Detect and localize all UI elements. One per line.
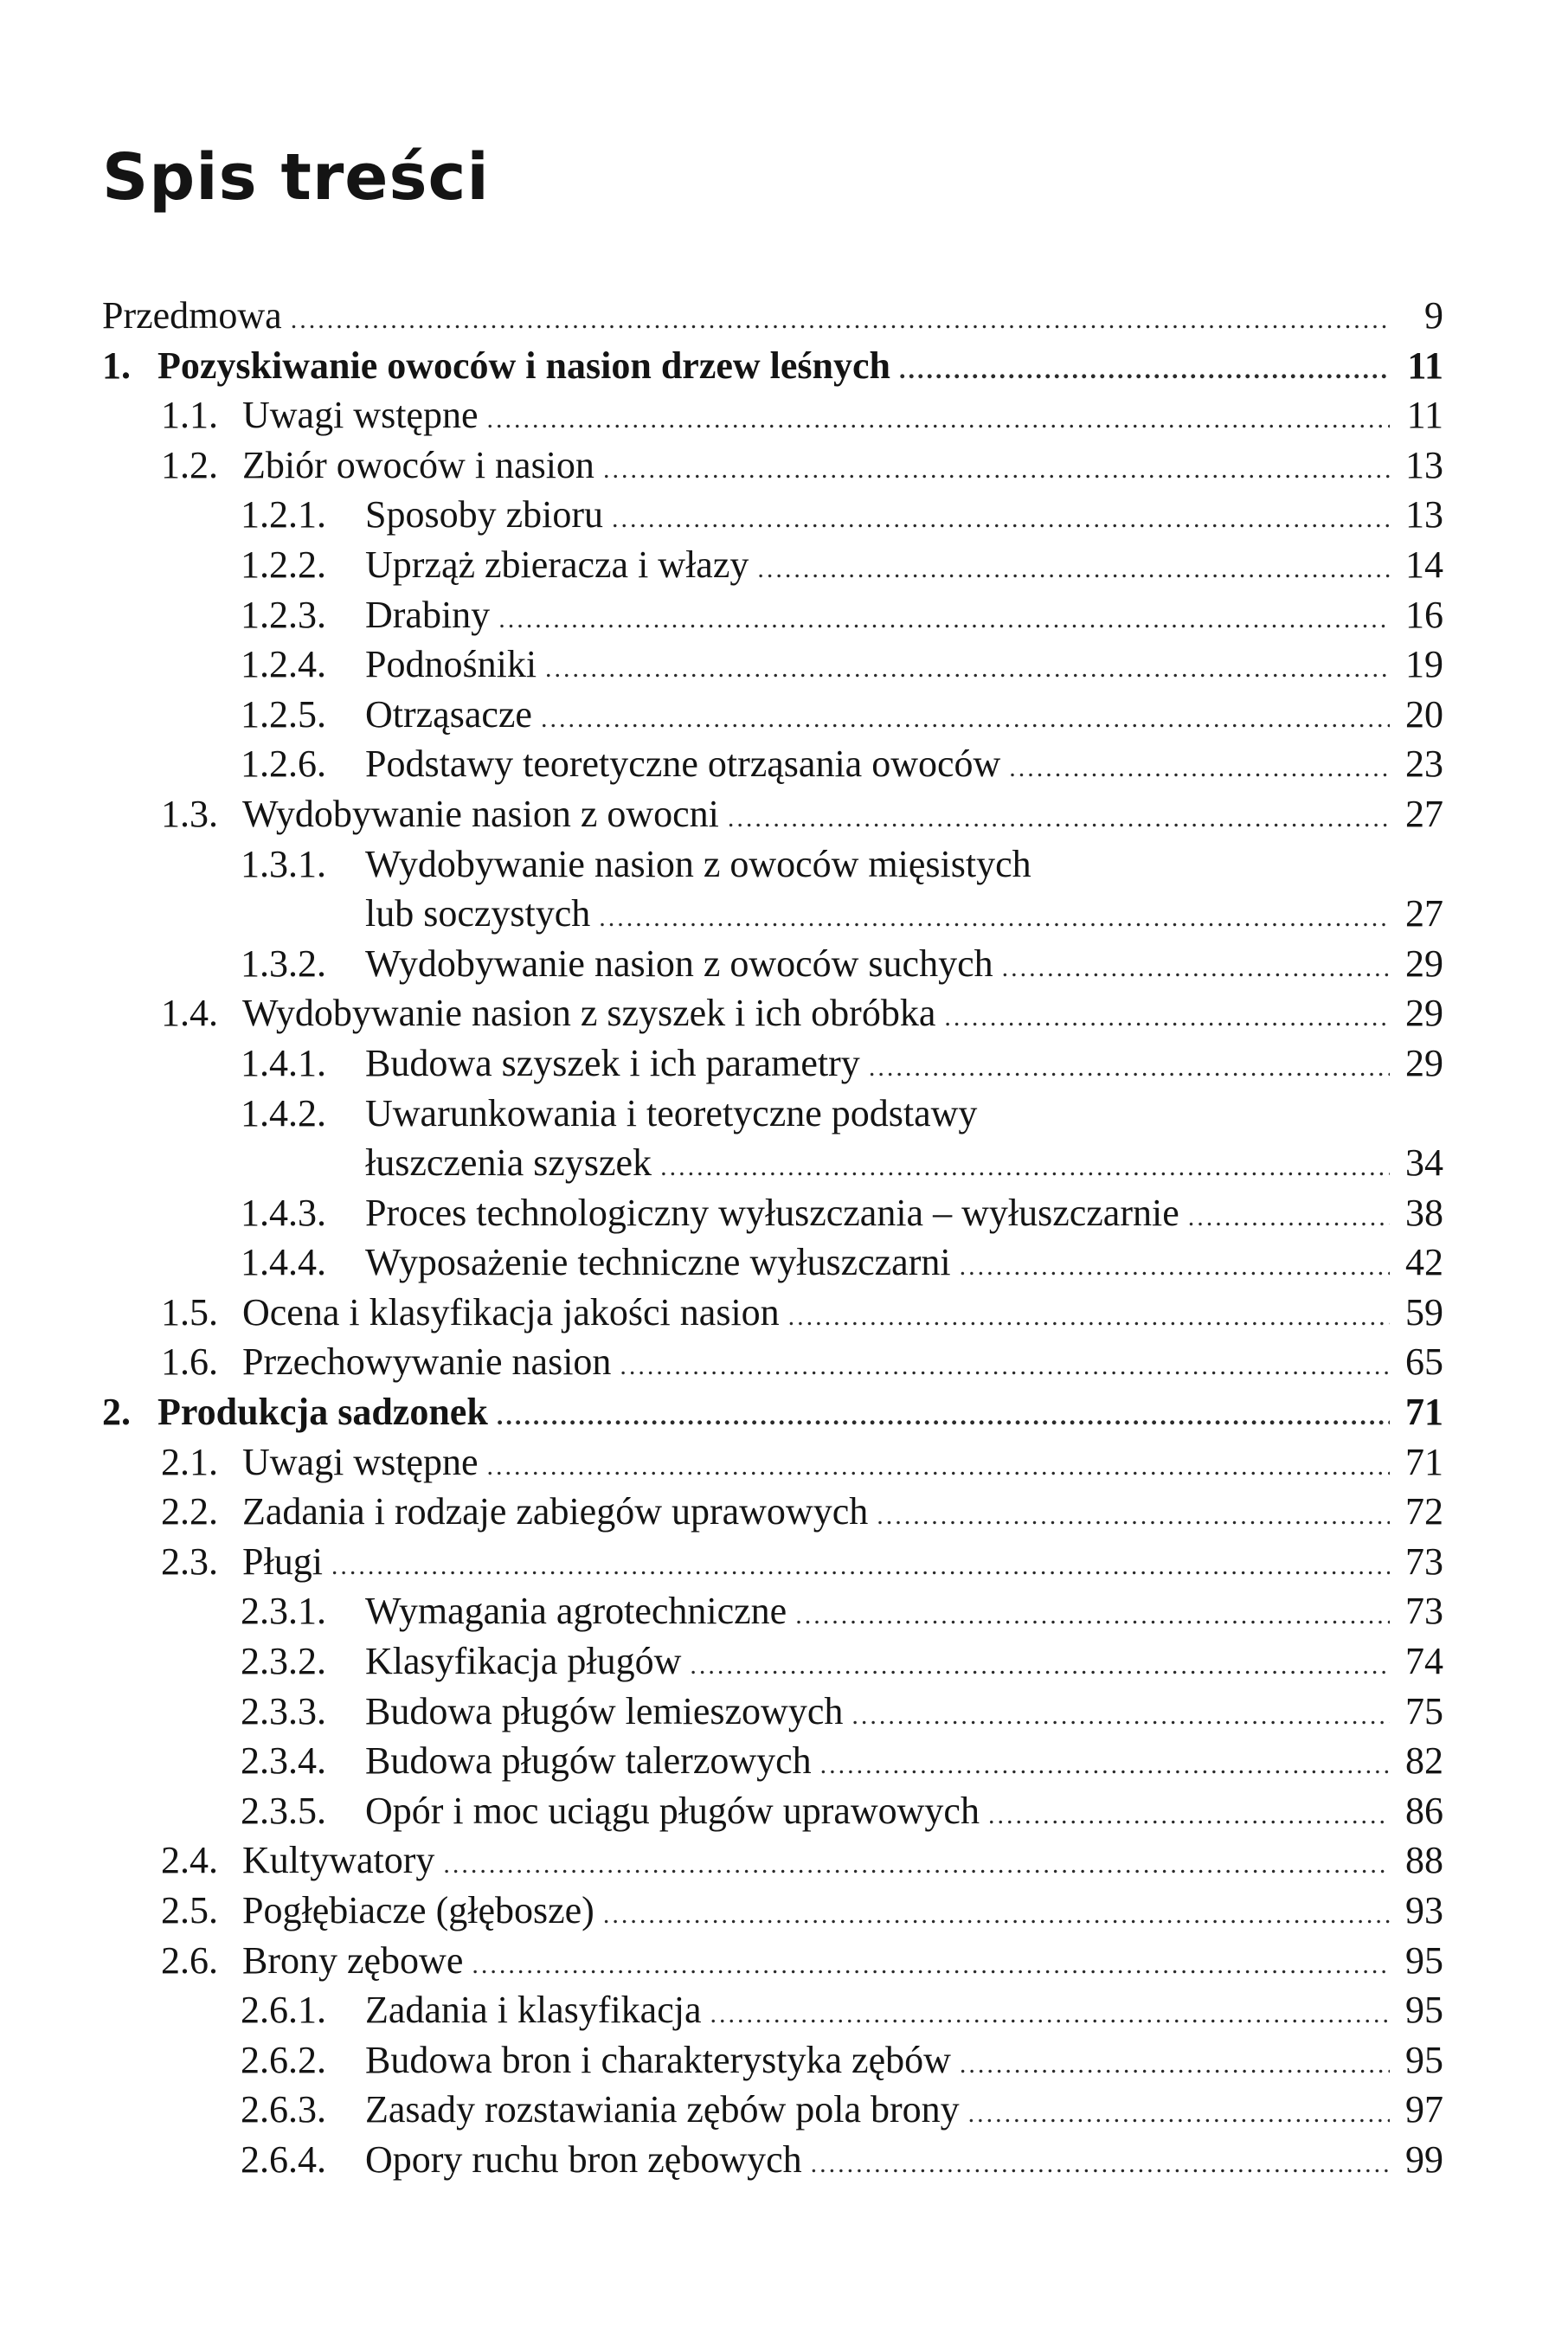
toc-page-number: 73 [1405,1539,1443,1583]
toc-page-number: 34 [1405,1141,1443,1185]
toc-subsection-title: Budowa pługów lemieszowych [365,1689,844,1732]
dot-leader [487,390,1391,445]
toc-subsection [102,2035,1443,2086]
toc-subsection [102,839,1443,939]
toc-subsection-number: 2.3.2. [241,1640,326,1683]
toc-subsection [102,490,1443,540]
toc-subsection-title-continuation: lub soczystych [365,892,591,935]
toc-subsection-number: 1.2.1. [241,493,326,537]
toc-subsection-title: Podnośniki [365,643,537,686]
toc-subsection-title: Drabiny [365,593,491,636]
toc-section-number: 1.4. [161,992,218,1035]
toc-subsection-number: 1.2.4. [241,643,326,686]
toc-section-title: Wydobywanie nasion z owocni [242,792,719,835]
toc-subsection [102,1188,1443,1238]
toc-section-title: Pogłębiacze (głębosze) [242,1889,594,1931]
toc-subsection-number: 2.6.2. [241,2038,326,2081]
toc-subsection-number: 1.2.6. [241,742,326,786]
dot-leader [968,2085,1390,2139]
toc-page-number: 42 [1405,1241,1443,1284]
toc-section-title: Pługi [242,1539,323,1583]
toc-subsection-text-block [365,1089,1443,1188]
dot-leader [603,1886,1390,1940]
toc-subsection-title: Budowa pługów talerzowych [365,1739,812,1783]
toc-subsection-title-continuation: łuszczenia szyszek [365,1141,652,1185]
toc-subsection [102,1736,1443,1786]
toc-page-number: 38 [1405,1191,1443,1234]
toc-subsection-title: Sposoby zbioru [365,493,603,537]
toc-chapter [102,1387,1443,1437]
dot-leader [757,540,1390,595]
toc-subsection [102,1687,1443,1737]
toc-subsection-title: Opór i moc uciągu pługów uprawowych [365,1789,980,1832]
toc-page-number: 23 [1405,742,1443,786]
toc-subsection-number: 2.3.1. [241,1590,326,1633]
dot-leader [1002,939,1390,993]
toc-subsection [102,1237,1443,1288]
toc-section [102,390,1443,440]
dot-leader [820,1736,1390,1790]
toc-subsection-number: 2.6.1. [241,1989,326,2032]
toc-subsection [102,1636,1443,1687]
toc-subsection-number: 1.3.1. [241,842,326,885]
toc-section-title: Przechowywanie nasion [242,1340,612,1384]
toc-subsection [102,690,1443,740]
dot-leader [291,291,1390,345]
toc-page-number: 65 [1405,1340,1443,1384]
dot-leader [811,2135,1390,2189]
toc-subsection-title: Wyposażenie techniczne wyłuszczarni [365,1241,951,1284]
dot-leader [487,1437,1391,1492]
toc-page-number: 71 [1405,1440,1443,1483]
dot-leader [988,1786,1390,1841]
toc-page-number: 86 [1405,1789,1443,1832]
toc-subsection-title: Uprząż zbieracza i włazy [365,543,749,586]
toc-subsection-title: Budowa bron i charakterystyka zębów [365,2038,951,2081]
toc-subsection-number: 2.6.4. [241,2137,326,2181]
toc-section-number: 2.2. [161,1490,218,1533]
toc-subsection-number: 2.6.3. [241,2088,326,2131]
toc-subsection-continuation-line [365,1138,1443,1188]
toc-section-title: Zbiór owoców i nasion [242,443,594,486]
toc-subsection [102,739,1443,789]
dot-leader [331,1537,1390,1591]
toc-subsection-number: 1.4.1. [241,1041,326,1084]
toc-section-title: Ocena i klasyfikacja jakości nasion [242,1290,780,1334]
toc-subsection-title: Klasyfikacja pługów [365,1640,682,1683]
toc-section-number: 2.5. [161,1889,218,1931]
toc-subsection-continuation-line [365,889,1443,939]
toc-page-number: 75 [1405,1689,1443,1732]
toc-subsection-title: Wydobywanie nasion z owoców suchych [365,942,993,985]
toc-section-number: 1.1. [161,394,218,437]
toc-subsection-number: 1.2.3. [241,593,326,636]
toc-subsection-title: Proces technologiczny wyłuszczania – wyłuszczarnie [365,1191,1179,1234]
toc-subsection-number: 1.4.2. [241,1091,326,1134]
toc-subsection-title: Opory ruchu bron zębowych [365,2137,802,2181]
toc-page-number: 95 [1405,1938,1443,1982]
toc-entry [102,291,1443,341]
toc-section [102,1936,1443,1986]
toc-subsection-text-block [365,839,1443,939]
toc-section-number: 1.5. [161,1290,218,1334]
dot-leader [690,1636,1390,1691]
toc-section [102,789,1443,839]
toc-subsection-number: 1.2.2. [241,543,326,586]
toc-subsection-title: Wydobywanie nasion z owoców mięsistych [365,842,1031,885]
toc-page-number: 73 [1405,1590,1443,1633]
dot-leader [728,789,1390,844]
toc-section [102,1437,1443,1488]
toc-subsection-title: Budowa szyszek i ich parametry [365,1041,860,1084]
toc-page-number: 11 [1406,394,1443,437]
toc-subsection-number: 1.3.2. [241,942,326,985]
toc-chapter-title: Produkcja sadzonek [157,1391,488,1434]
toc-section-title: Uwagi wstępne [242,394,479,437]
toc-section-title: Brony zębowe [242,1938,464,1982]
toc-page-number: 29 [1405,992,1443,1035]
toc-page-number: 72 [1405,1490,1443,1533]
toc-section-title: Wydobywanie nasion z szyszek i ich obróbka [242,992,936,1035]
toc-section-number: 2.6. [161,1938,218,1982]
toc-subsection-number: 1.4.3. [241,1191,326,1234]
toc-page-number: 20 [1405,692,1443,736]
page-title: Spis treści [102,140,490,215]
toc-section [102,440,1443,491]
toc-section [102,1337,1443,1387]
toc-section [102,1487,1443,1537]
toc-chapter-number: 1. [102,344,131,387]
dot-leader [612,490,1390,544]
toc-page-number: 29 [1405,1041,1443,1084]
dot-leader [541,690,1390,744]
toc-page-number: 16 [1405,593,1443,636]
toc-subsection-title: Wymagania agrotechniczne [365,1590,787,1633]
toc-chapter [102,341,1443,391]
toc-subsection-number: 1.4.4. [241,1241,326,1284]
toc-subsection [102,1985,1443,2035]
toc-page-number: 29 [1405,942,1443,985]
toc-page-number: 95 [1405,2038,1443,2081]
toc-page-number: 88 [1405,1839,1443,1882]
toc-page-number: 82 [1405,1739,1443,1783]
toc-subsection-number: 2.3.5. [241,1789,326,1832]
dot-leader [660,1138,1390,1192]
toc-subsection-number: 2.3.4. [241,1739,326,1783]
toc-section-number: 2.4. [161,1839,218,1882]
toc-section-title: Uwagi wstępne [242,1440,479,1483]
toc-page-number: 19 [1405,643,1443,686]
dot-leader [899,341,1390,395]
dot-leader [498,590,1390,645]
toc-subsection-number: 2.3.3. [241,1689,326,1732]
toc-page-number: 97 [1405,2088,1443,2131]
toc-page-number: 27 [1405,792,1443,835]
toc-page-number: 95 [1405,1989,1443,2032]
toc-page-number: 13 [1405,443,1443,486]
toc-subsection [102,1089,1443,1188]
dot-leader [869,1038,1390,1093]
toc-section-number: 1.2. [161,443,218,486]
toc-chapter-title: Pozyskiwanie owoców i nasion drzew leśnych [157,344,890,387]
toc-section [102,1835,1443,1886]
toc-subsection [102,1038,1443,1089]
dot-leader [620,1337,1390,1392]
toc-subsection [102,640,1443,690]
dot-leader [443,1835,1390,1890]
toc-page-number: 71 [1405,1391,1443,1434]
toc-section-number: 2.3. [161,1539,218,1583]
table-of-contents [102,291,1443,2185]
toc-page-number: 99 [1405,2137,1443,2181]
toc-entry-title: Przedmowa [102,294,282,337]
toc-subsection-title: Uwarunkowania i teoretyczne podstawy [365,1091,978,1134]
toc-page-number: 93 [1405,1889,1443,1931]
toc-subsection-title: Podstawy teoretyczne otrząsania owoców [365,742,1001,786]
toc-section-number: 1.3. [161,792,218,835]
toc-section [102,1288,1443,1338]
toc-section-title: Zadania i rodzaje zabiegów uprawowych [242,1490,869,1533]
toc-section-number: 2.1. [161,1440,218,1483]
dot-leader [877,1487,1390,1541]
dot-leader [1188,1188,1390,1243]
dot-leader [710,1985,1390,2040]
dot-leader [599,889,1390,943]
toc-section [102,988,1443,1038]
dot-leader [795,1586,1390,1641]
dot-leader [960,1237,1390,1292]
dot-leader [851,1687,1390,1741]
toc-subsection-title: Zadania i klasyfikacja [365,1989,702,2032]
toc-subsection [102,939,1443,989]
dot-leader [960,2035,1390,2090]
toc-subsection-number: 1.2.5. [241,692,326,736]
dot-leader [497,1387,1390,1442]
toc-subsection [102,2085,1443,2135]
toc-page-number: 11 [1407,344,1443,387]
toc-chapter-number: 2. [102,1391,131,1434]
toc-page-number: 13 [1405,493,1443,537]
dot-leader [944,988,1390,1043]
toc-section [102,1886,1443,1936]
toc-page-number: 74 [1405,1640,1443,1683]
dot-leader [545,640,1390,694]
toc-subsection [102,590,1443,640]
toc-subsection [102,540,1443,590]
toc-subsection-title: Otrząsacze [365,692,532,736]
toc-subsection [102,2135,1443,2185]
dot-leader [472,1936,1390,1990]
toc-subsection [102,1586,1443,1636]
dot-leader [788,1288,1390,1342]
toc-page-number: 59 [1405,1290,1443,1334]
toc-section [102,1537,1443,1587]
toc-subsection [102,1786,1443,1836]
toc-page-number: 14 [1405,543,1443,586]
dot-leader [603,440,1390,495]
toc-subsection-title: Zasady rozstawiania zębów pola brony [365,2088,960,2131]
toc-section-number: 1.6. [161,1340,218,1384]
dot-leader [1009,739,1390,794]
toc-page-number: 27 [1405,892,1443,935]
toc-section-title: Kultywatory [242,1839,435,1882]
toc-page-number: 9 [1424,294,1443,337]
